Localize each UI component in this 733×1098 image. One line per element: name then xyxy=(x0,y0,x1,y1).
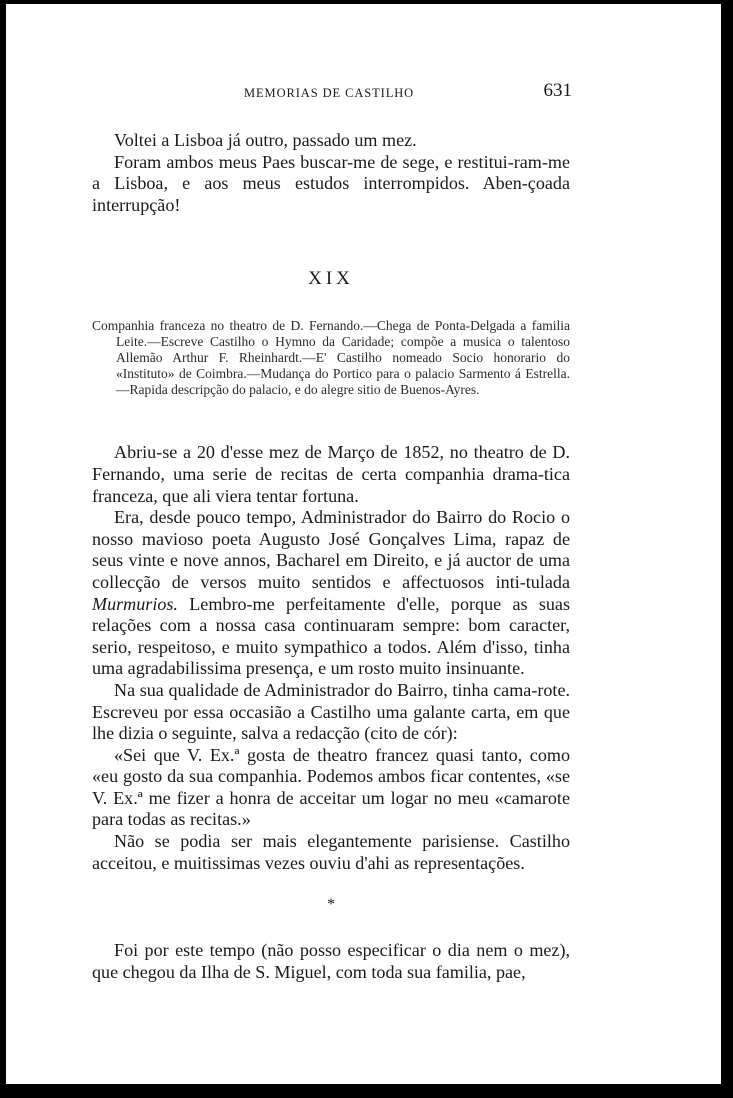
paragraph-parents-fetch: Foram ambos meus Paes buscar-me de sege, e restitui-ram-me a Lisboa, e aos meus estudos interrompidos. Aben-çoada interrupção! xyxy=(92,151,570,215)
paragraph-administrator xyxy=(92,507,570,680)
paragraph-camarote: Na sua qualidade de Administrador do Bairro, tinha cama-rote. Escreveu por essa occasião a Castilho uma galante carta, em que lhe dizia o seguinte, salva a redacção (cito de cór): xyxy=(92,679,570,744)
running-title: MEMORIAS DE CASTILHO xyxy=(244,86,415,100)
chapter-heading: XIX xyxy=(308,268,354,290)
administrator-text-start: Era, desde pouco tempo, Administrador do Bairro do Rocio o nosso mavioso poeta Augusto José Gonçalves Lima, rapaz de seus vinte e nove annos, Bacharel em Direito, e já auctor de uma collecção de versos muito sentidos e affectuosos inti-tulada xyxy=(92,507,570,592)
chapter-summary: Companhia franceza no theatro de D. Fernando.—Chega de Ponta-Delgada a familia Leite.—Escreve Castilho o Hymno da Caridade; compõe a musica o talentoso Allemão Arthur F. Rheinhardt.—E' Castilho nomeado Socio honorario do «Instituto» de Coimbra.—Mudança do Portico para o palacio Sarmento á Estrella.—Rapida descripção do palacio, e do alegre sitio de Buenos-Ayres. xyxy=(92,318,570,398)
paragraph-san-miguel: Foi por este tempo (não posso especificar o dia nem o mez), que chegou da Ilha de S. Miguel, com toda sua familia, pae, xyxy=(92,940,570,982)
paragraph-parisian: Não se podia ser mais elegantemente parisiense. Castilho acceitou, e muitissimas vezes ouviu d'ahi as representações. xyxy=(92,831,570,873)
page-number: 631 xyxy=(543,80,572,101)
book-title-murmurios: Murmurios. xyxy=(92,593,178,614)
paragraph-return-lisbon: Voltei a Lisboa já outro, passado um mez. xyxy=(114,130,417,150)
paragraph-quoted-letter: «Sei que V. Ex.ª gosta de theatro francez quasi tanto, como «eu gosto da sua companhia. Podemos ambos ficar contentes, «se V. Ex.ª me fizer a honra de acceitar um logar no meu «camarote para todas as recitas.» xyxy=(92,744,570,830)
administrator-text-end: Lembro-me perfeitamente d'elle, porque as suas relações com a nossa casa continuaram sempre: bom caracter, serio, respeitoso, e muito sympathico a todos. Além d'isso, tinha uma agradabilissima presença, e um rosto muito insinuante. xyxy=(92,593,570,679)
book-page xyxy=(92,80,570,983)
running-head xyxy=(92,80,570,104)
paragraph-theatre-season: Abriu-se a 20 d'esse mez de Março de 1852, no theatro de D. Fernando, uma serie de recitas de certa companhia drama-tica franceza, que ali viera tentar fortuna. xyxy=(92,442,570,506)
section-asterism: * xyxy=(327,896,335,914)
